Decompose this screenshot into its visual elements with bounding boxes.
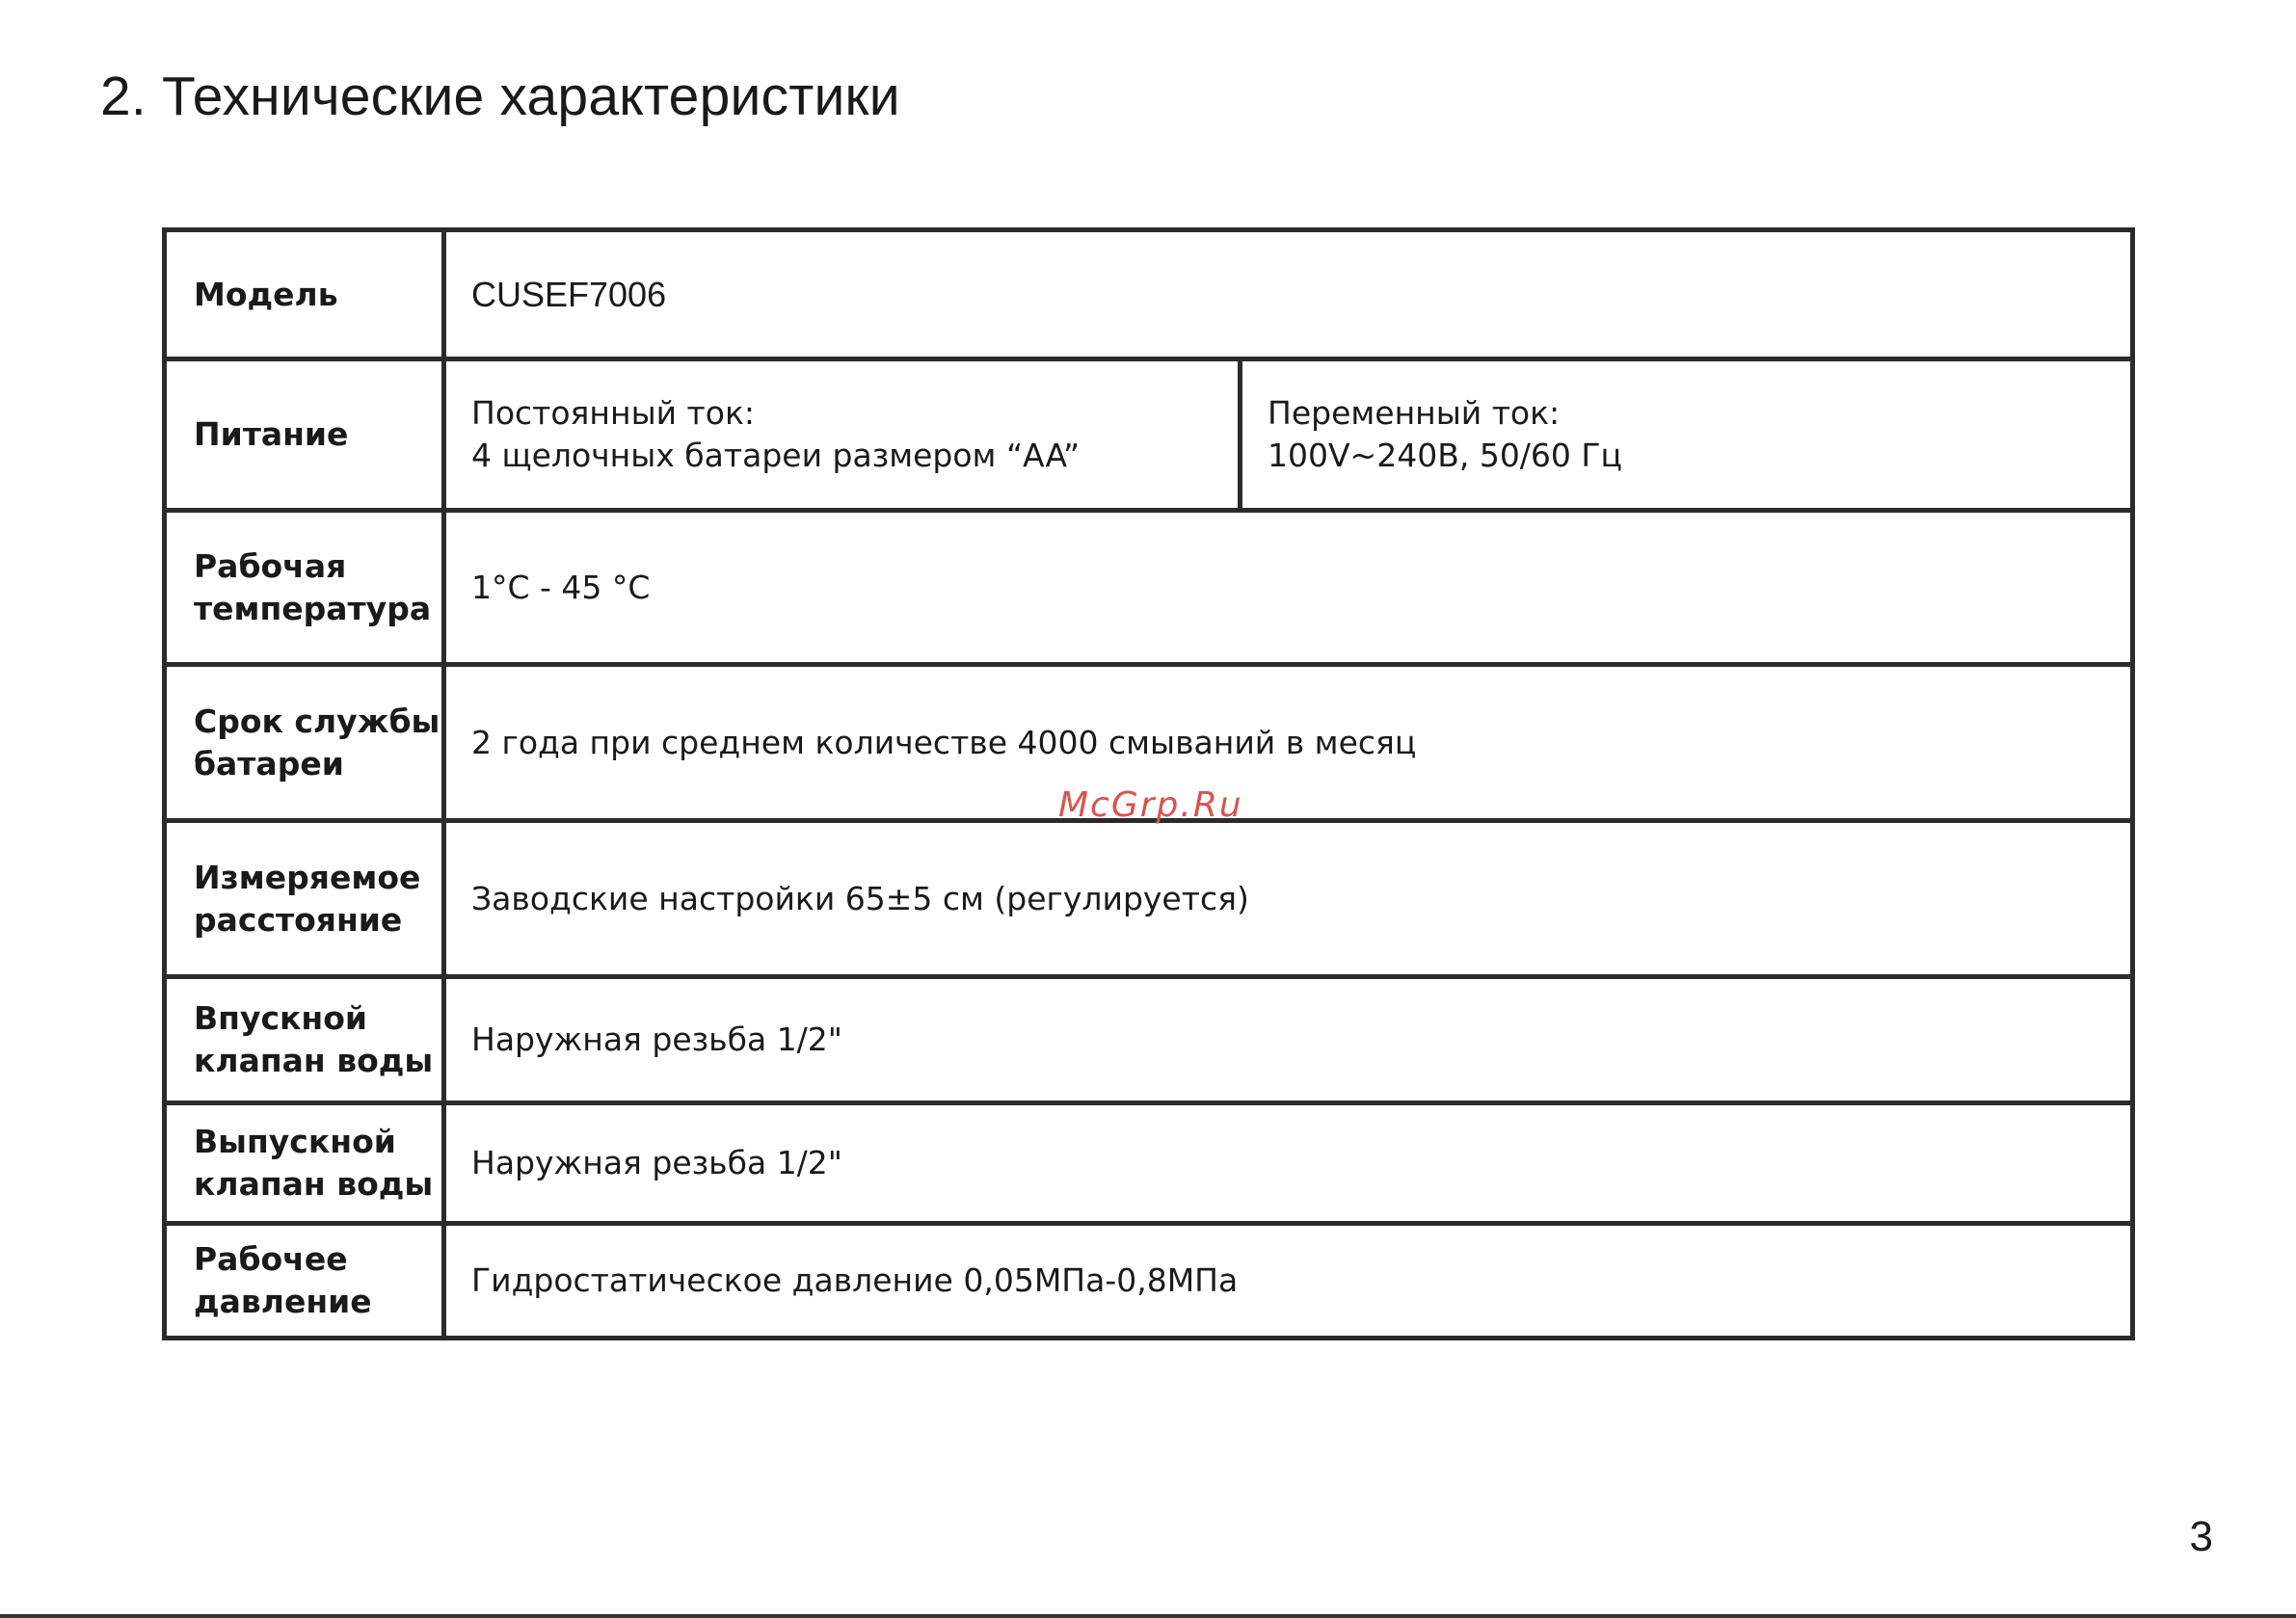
bottom-divider <box>0 1614 2296 1618</box>
table-row-inlet-valve <box>165 977 2133 1103</box>
row-value: Наружная резьба 1/2" <box>444 977 2133 1103</box>
page-title: 2. Технические характеристики <box>100 66 900 127</box>
power-dc-value: Постоянный ток: 4 щелочных батареи размером “AA” <box>444 359 1241 511</box>
row-label: Срок службы батареи <box>165 665 444 821</box>
row-value: 2 года при среднем количестве 4000 смываний в месяц <box>444 665 2133 821</box>
row-value: Гидростатическое давление 0,05МПа-0,8МПа <box>444 1224 2133 1339</box>
row-label: Рабочее давление <box>165 1224 444 1339</box>
row-label: Выпускной клапан воды <box>165 1103 444 1224</box>
row-label: Впускной клапан воды <box>165 977 444 1103</box>
row-label: Измеряемое расстояние <box>165 821 444 977</box>
table-row-outlet-valve <box>165 1103 2133 1224</box>
row-value: Наружная резьба 1/2" <box>444 1103 2133 1224</box>
table-row-power <box>165 359 2133 511</box>
table-row-model <box>165 230 2133 359</box>
row-value: 1°C - 45 °C <box>444 511 2133 665</box>
row-label: Модель <box>165 230 444 359</box>
watermark: McGrp.Ru <box>1058 785 1243 825</box>
row-label: Рабочая температура <box>165 511 444 665</box>
table-row-operating-temperature <box>165 511 2133 665</box>
table-row-working-pressure <box>165 1224 2133 1339</box>
row-label: Питание <box>165 359 444 511</box>
power-ac-value: Переменный ток: 100V~240В, 50/60 Гц <box>1241 359 2133 511</box>
specifications-table <box>162 227 2135 1340</box>
row-value: Заводские настройки 65±5 см (регулируется) <box>444 821 2133 977</box>
row-value: CUSEF7006 <box>444 230 2133 359</box>
table-row-sensing-distance <box>165 821 2133 977</box>
page-number: 3 <box>2189 1513 2213 1560</box>
